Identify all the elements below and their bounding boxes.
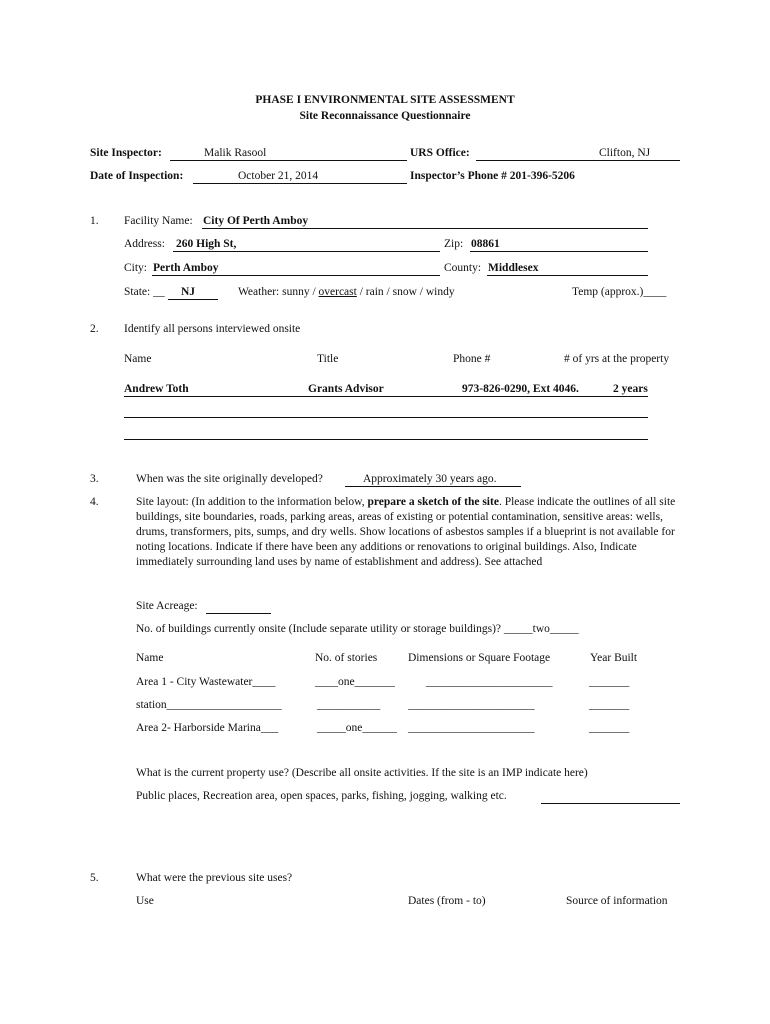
buildings-header-stories: No. of stories	[315, 652, 378, 664]
zip-label: Zip:	[444, 238, 464, 250]
site-acreage-field[interactable]	[206, 613, 271, 614]
zip-line	[470, 251, 648, 252]
city-value[interactable]: Perth Amboy	[153, 262, 219, 274]
county-label: County:	[444, 262, 482, 274]
buildings-row2-dims[interactable]: ______________________	[408, 699, 535, 711]
urs-office-value[interactable]: Clifton, NJ	[599, 147, 651, 159]
buildings-row2-name[interactable]: station____________________	[136, 699, 282, 711]
facility-name-label: Facility Name:	[124, 215, 193, 227]
state-label: State: __	[124, 286, 165, 298]
state-line	[168, 299, 218, 300]
inspector-phone: Inspector’s Phone # 201-396-5206	[410, 170, 575, 182]
weather-prefix: Weather: sunny /	[238, 286, 319, 298]
temp-label[interactable]: Temp (approx.)____	[572, 286, 667, 298]
weather-selected[interactable]: overcast	[318, 286, 357, 298]
buildings-row1-name[interactable]: Area 1 - City Wastewater____	[136, 676, 276, 688]
buildings-row3-name[interactable]: Area 2- Harborside Marina___	[136, 722, 279, 734]
q3-answer[interactable]: Approximately 30 years ago.	[363, 473, 497, 485]
q3-answer-line	[345, 486, 521, 487]
city-line	[152, 275, 440, 276]
q2-header-name: Name	[124, 353, 152, 365]
site-inspector-label: Site Inspector:	[90, 147, 162, 159]
q5-number: 5.	[90, 872, 99, 884]
buildings-row3-stories[interactable]: _____one______	[317, 722, 397, 734]
q3-prompt: When was the site originally developed?	[136, 473, 323, 485]
address-value[interactable]: 260 High St,	[176, 238, 237, 250]
q2-header-phone: Phone #	[453, 353, 491, 365]
site-inspector-value[interactable]: Malik Rasool	[204, 147, 267, 159]
weather-suffix: / rain / snow / windy	[356, 286, 455, 298]
page-title: PHASE I ENVIRONMENTAL SITE ASSESSMENT	[255, 94, 515, 106]
buildings-row1-dims[interactable]: ______________________	[426, 676, 553, 688]
q2-row1-line	[124, 396, 648, 397]
facility-name-line	[202, 228, 648, 229]
weather-field[interactable]	[238, 286, 455, 298]
buildings-row3-year[interactable]: _______	[589, 722, 630, 734]
buildings-prompt[interactable]: No. of buildings currently onsite (Include separate utility or storage buildings)? _____two_____	[136, 623, 579, 635]
q2-row3-line[interactable]	[124, 439, 648, 440]
urs-office-line	[476, 160, 680, 161]
buildings-row2-year[interactable]: _______	[589, 699, 630, 711]
q1-number: 1.	[90, 215, 99, 227]
facility-name-value[interactable]: City Of Perth Amboy	[203, 215, 309, 227]
buildings-row1-stories[interactable]: ____one_______	[315, 676, 395, 688]
q5-header-dates: Dates (from - to)	[408, 895, 486, 907]
site-inspector-line	[170, 160, 407, 161]
q5-prompt: What were the previous site uses?	[136, 872, 293, 884]
q2-row-title[interactable]: Grants Advisor	[308, 383, 384, 395]
buildings-row2-stories[interactable]: ___________	[317, 699, 381, 711]
q5-header-source: Source of information	[566, 895, 668, 907]
q2-row-years[interactable]: 2 years	[613, 383, 648, 395]
q4-layout-bold: prepare a sketch of the site	[367, 496, 499, 508]
q4-number: 4.	[90, 496, 99, 508]
county-line	[487, 275, 648, 276]
urs-office-label: URS Office:	[410, 147, 470, 159]
q2-row2-line[interactable]	[124, 417, 648, 418]
q2-row-name[interactable]: Andrew Toth	[124, 383, 189, 395]
address-line	[173, 251, 440, 252]
q4-layout-rest: . Please indicate the outlines of all site buildings, site boundaries, roads, parking areas, areas of existing or potential contamination, sensitive areas: wells, drums, transformers, pits, sumps, and dry wells. Show locations of asbestos samples if a blueprint is not available for noting locations. Indicate if there have been any additions or renovations to original buildings. Also, Indicate immediately surrounding land uses by name of establishment and address). See attached	[136, 496, 676, 568]
current-use-prompt: What is the current property use? (Describe all onsite activities. If the site is an IMP indicate here)	[136, 767, 588, 779]
q5-header-use: Use	[136, 895, 154, 907]
buildings-row3-dims[interactable]: ______________________	[408, 722, 535, 734]
q4-layout-instructions	[136, 495, 682, 570]
page-subtitle: Site Reconnaissance Questionnaire	[299, 110, 471, 122]
q3-number: 3.	[90, 473, 99, 485]
buildings-header-year: Year Built	[590, 652, 638, 664]
address-label: Address:	[124, 238, 165, 250]
state-value[interactable]: NJ	[181, 286, 196, 298]
buildings-header-name: Name	[136, 652, 164, 664]
q2-header-years: # of yrs at the property	[564, 353, 670, 365]
date-value[interactable]: October 21, 2014	[238, 170, 319, 182]
q2-header-title: Title	[317, 353, 339, 365]
current-use-answer[interactable]: Public places, Recreation area, open spaces, parks, fishing, jogging, walking etc.	[136, 790, 507, 802]
date-line	[193, 183, 407, 184]
county-value[interactable]: Middlesex	[488, 262, 539, 274]
q2-number: 2.	[90, 323, 99, 335]
city-label: City:	[124, 262, 148, 274]
buildings-row1-year[interactable]: _______	[589, 676, 630, 688]
q2-row-phone[interactable]: 973-826-0290, Ext 4046.	[462, 383, 579, 395]
q4-layout-intro: Site layout: (In addition to the information below,	[136, 496, 368, 508]
current-use-line	[541, 803, 680, 804]
buildings-header-dims: Dimensions or Square Footage	[408, 652, 551, 664]
zip-value[interactable]: 08861	[471, 238, 500, 250]
q2-prompt: Identify all persons interviewed onsite	[124, 323, 301, 335]
site-acreage-label: Site Acreage:	[136, 600, 198, 612]
date-label: Date of Inspection:	[90, 170, 184, 182]
